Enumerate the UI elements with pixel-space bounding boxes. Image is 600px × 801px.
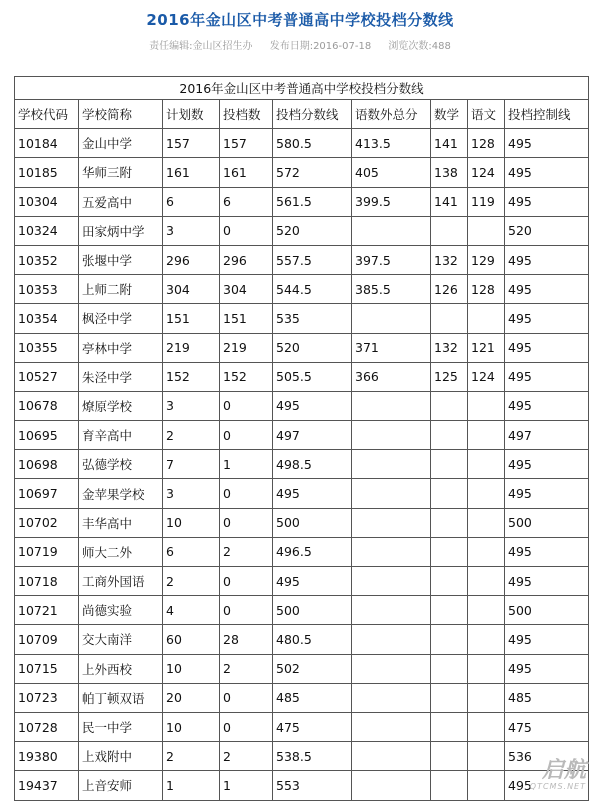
table-cell: 0 xyxy=(220,683,273,712)
table-cell xyxy=(468,421,505,450)
table-cell: 3 xyxy=(163,216,220,245)
column-header: 学校简称 xyxy=(79,100,163,129)
table-row xyxy=(15,771,589,800)
article-header xyxy=(0,0,600,58)
table-cell: 育辛高中 xyxy=(79,421,163,450)
table-cell: 495 xyxy=(505,129,589,158)
table-cell: 296 xyxy=(220,245,273,274)
table-cell: 19380 xyxy=(15,742,79,771)
table-cell: 495 xyxy=(505,187,589,216)
table-cell: 366 xyxy=(352,362,431,391)
table-cell xyxy=(352,771,431,800)
page-title: 2016年金山区中考普通高中学校投档分数线 xyxy=(146,11,454,29)
table-cell: 10723 xyxy=(15,683,79,712)
table-cell: 141 xyxy=(431,129,468,158)
table-cell: 520 xyxy=(505,216,589,245)
table-cell xyxy=(468,742,505,771)
table-cell: 495 xyxy=(505,567,589,596)
table-cell xyxy=(352,479,431,508)
table-cell: 161 xyxy=(163,158,220,187)
table-cell: 华师三附 xyxy=(79,158,163,187)
table-cell: 2 xyxy=(220,537,273,566)
table-row xyxy=(15,712,589,741)
table-cell: 125 xyxy=(431,362,468,391)
table-cell xyxy=(352,421,431,450)
table-cell xyxy=(431,683,468,712)
table-cell: 民一中学 xyxy=(79,712,163,741)
table-cell xyxy=(431,596,468,625)
table-cell: 495 xyxy=(505,158,589,187)
table-cell: 520 xyxy=(273,333,352,362)
table-row xyxy=(15,216,589,245)
table-cell: 495 xyxy=(505,654,589,683)
table-cell xyxy=(431,391,468,420)
table-cell: 亭林中学 xyxy=(79,333,163,362)
table-cell: 0 xyxy=(220,596,273,625)
table-cell: 495 xyxy=(505,275,589,304)
table-cell: 28 xyxy=(220,625,273,654)
view-count: 浏览次数:488 xyxy=(388,41,451,52)
table-cell: 497 xyxy=(505,421,589,450)
table-cell xyxy=(431,537,468,566)
table-cell xyxy=(352,596,431,625)
table-cell: 495 xyxy=(505,537,589,566)
table-cell xyxy=(431,216,468,245)
site-watermark xyxy=(530,760,586,791)
table-cell: 128 xyxy=(468,275,505,304)
column-header: 投档数 xyxy=(220,100,273,129)
table-row xyxy=(15,654,589,683)
watermark-domain: QTCMS.NET xyxy=(529,782,586,791)
table-cell xyxy=(352,537,431,566)
table-cell: 3 xyxy=(163,479,220,508)
table-cell: 399.5 xyxy=(352,187,431,216)
table-row xyxy=(15,187,589,216)
table-cell xyxy=(352,742,431,771)
table-row xyxy=(15,450,589,479)
table-header-row xyxy=(15,100,589,129)
table-cell: 张堰中学 xyxy=(79,245,163,274)
table-cell xyxy=(352,683,431,712)
table-cell xyxy=(431,450,468,479)
table-cell: 219 xyxy=(220,333,273,362)
table-cell xyxy=(352,625,431,654)
table-row xyxy=(15,362,589,391)
column-header: 数学 xyxy=(431,100,468,129)
table-row xyxy=(15,508,589,537)
table-cell xyxy=(352,654,431,683)
table-cell xyxy=(431,508,468,537)
table-cell: 4 xyxy=(163,596,220,625)
table-cell: 10354 xyxy=(15,304,79,333)
table-cell xyxy=(352,712,431,741)
table-cell: 10678 xyxy=(15,391,79,420)
table-cell xyxy=(468,479,505,508)
table-cell: 10718 xyxy=(15,567,79,596)
table-cell: 弘德学校 xyxy=(79,450,163,479)
table-cell xyxy=(468,216,505,245)
table-cell xyxy=(468,508,505,537)
table-cell: 485 xyxy=(273,683,352,712)
table-cell: 520 xyxy=(273,216,352,245)
table-cell: 2 xyxy=(163,421,220,450)
table-cell: 495 xyxy=(273,391,352,420)
table-cell: 金苹果学校 xyxy=(79,479,163,508)
table-cell: 141 xyxy=(431,187,468,216)
table-cell: 495 xyxy=(505,479,589,508)
table-cell: 151 xyxy=(220,304,273,333)
table-cell: 0 xyxy=(220,567,273,596)
table-cell: 413.5 xyxy=(352,129,431,158)
table-cell: 10698 xyxy=(15,450,79,479)
table-cell: 495 xyxy=(505,391,589,420)
table-cell: 0 xyxy=(220,216,273,245)
table-cell: 495 xyxy=(505,245,589,274)
table-cell xyxy=(352,216,431,245)
table-row xyxy=(15,304,589,333)
table-cell: 0 xyxy=(220,479,273,508)
table-row xyxy=(15,742,589,771)
table-cell: 495 xyxy=(505,304,589,333)
table-cell: 397.5 xyxy=(352,245,431,274)
table-cell: 10695 xyxy=(15,421,79,450)
table-cell: 10527 xyxy=(15,362,79,391)
table-cell: 上外西校 xyxy=(79,654,163,683)
score-table-container xyxy=(14,76,588,801)
table-cell: 138 xyxy=(431,158,468,187)
table-cell: 枫泾中学 xyxy=(79,304,163,333)
table-cell: 495 xyxy=(273,479,352,508)
table-cell xyxy=(468,537,505,566)
table-cell xyxy=(431,654,468,683)
table-cell: 上戏附中 xyxy=(79,742,163,771)
table-cell xyxy=(431,304,468,333)
table-cell: 500 xyxy=(273,508,352,537)
table-cell: 帕丁顿双语 xyxy=(79,683,163,712)
table-cell: 1 xyxy=(220,771,273,800)
table-cell: 10728 xyxy=(15,712,79,741)
table-row xyxy=(15,625,589,654)
table-cell: 152 xyxy=(163,362,220,391)
table-cell: 田家炳中学 xyxy=(79,216,163,245)
table-cell: 10352 xyxy=(15,245,79,274)
table-cell: 10697 xyxy=(15,479,79,508)
score-table xyxy=(14,76,589,801)
table-caption: 2016年金山区中考普通高中学校投档分数线 xyxy=(15,77,589,100)
table-cell: 385.5 xyxy=(352,275,431,304)
table-cell: 535 xyxy=(273,304,352,333)
table-cell: 10 xyxy=(163,508,220,537)
watermark-logo: 启航 xyxy=(541,758,586,783)
table-cell: 151 xyxy=(163,304,220,333)
table-cell: 五爱高中 xyxy=(79,187,163,216)
table-cell: 502 xyxy=(273,654,352,683)
editor-label: 责任编辑:金山区招生办 xyxy=(149,41,253,52)
table-cell: 20 xyxy=(163,683,220,712)
table-cell: 10184 xyxy=(15,129,79,158)
table-cell: 304 xyxy=(220,275,273,304)
table-cell: 128 xyxy=(468,129,505,158)
publish-date: 发布日期:2016-07-18 xyxy=(269,41,372,52)
table-cell: 475 xyxy=(273,712,352,741)
table-cell xyxy=(352,508,431,537)
table-cell xyxy=(468,625,505,654)
table-cell xyxy=(352,450,431,479)
table-cell: 10719 xyxy=(15,537,79,566)
table-cell xyxy=(468,567,505,596)
table-cell: 10 xyxy=(163,712,220,741)
table-cell: 1 xyxy=(220,450,273,479)
table-cell: 121 xyxy=(468,333,505,362)
table-cell: 6 xyxy=(220,187,273,216)
article-meta xyxy=(0,36,600,58)
table-cell: 10721 xyxy=(15,596,79,625)
table-row xyxy=(15,567,589,596)
table-cell: 553 xyxy=(273,771,352,800)
table-cell: 495 xyxy=(505,625,589,654)
table-cell: 561.5 xyxy=(273,187,352,216)
table-cell xyxy=(352,304,431,333)
table-cell: 152 xyxy=(220,362,273,391)
table-cell: 219 xyxy=(163,333,220,362)
table-cell: 10 xyxy=(163,654,220,683)
table-cell: 2 xyxy=(163,567,220,596)
table-cell: 485 xyxy=(505,683,589,712)
table-cell: 497 xyxy=(273,421,352,450)
column-header: 语数外总分 xyxy=(352,100,431,129)
table-cell: 157 xyxy=(163,129,220,158)
table-row xyxy=(15,683,589,712)
column-header: 投档分数线 xyxy=(273,100,352,129)
table-cell: 495 xyxy=(505,450,589,479)
table-cell: 495 xyxy=(505,771,589,800)
table-cell: 2 xyxy=(163,742,220,771)
table-cell: 296 xyxy=(163,245,220,274)
table-cell: 500 xyxy=(273,596,352,625)
table-cell xyxy=(431,421,468,450)
table-cell xyxy=(468,391,505,420)
table-cell: 405 xyxy=(352,158,431,187)
table-cell: 538.5 xyxy=(273,742,352,771)
column-header: 计划数 xyxy=(163,100,220,129)
column-header: 语文 xyxy=(468,100,505,129)
table-cell xyxy=(468,771,505,800)
table-cell: 2 xyxy=(220,742,273,771)
table-cell: 10355 xyxy=(15,333,79,362)
table-cell: 10185 xyxy=(15,158,79,187)
table-cell: 129 xyxy=(468,245,505,274)
table-row xyxy=(15,245,589,274)
table-cell: 132 xyxy=(431,245,468,274)
table-cell: 161 xyxy=(220,158,273,187)
table-cell: 7 xyxy=(163,450,220,479)
table-cell xyxy=(468,683,505,712)
table-caption-row xyxy=(15,77,589,100)
table-cell xyxy=(468,712,505,741)
table-cell: 0 xyxy=(220,391,273,420)
table-cell: 126 xyxy=(431,275,468,304)
table-cell: 6 xyxy=(163,187,220,216)
table-cell: 1 xyxy=(163,771,220,800)
table-cell: 10715 xyxy=(15,654,79,683)
table-cell: 544.5 xyxy=(273,275,352,304)
table-cell: 10353 xyxy=(15,275,79,304)
table-cell: 580.5 xyxy=(273,129,352,158)
table-cell xyxy=(431,742,468,771)
table-cell: 60 xyxy=(163,625,220,654)
table-cell: 480.5 xyxy=(273,625,352,654)
table-row xyxy=(15,537,589,566)
table-cell: 10709 xyxy=(15,625,79,654)
table-cell: 495 xyxy=(273,567,352,596)
table-cell: 尚德实验 xyxy=(79,596,163,625)
table-cell xyxy=(431,712,468,741)
table-cell: 572 xyxy=(273,158,352,187)
table-cell: 10304 xyxy=(15,187,79,216)
table-cell: 500 xyxy=(505,508,589,537)
table-cell: 505.5 xyxy=(273,362,352,391)
table-cell xyxy=(431,479,468,508)
table-cell: 上师二附 xyxy=(79,275,163,304)
table-cell: 19437 xyxy=(15,771,79,800)
table-cell: 304 xyxy=(163,275,220,304)
table-cell: 上音安师 xyxy=(79,771,163,800)
table-cell: 124 xyxy=(468,362,505,391)
table-cell: 朱泾中学 xyxy=(79,362,163,391)
table-cell: 371 xyxy=(352,333,431,362)
table-cell: 119 xyxy=(468,187,505,216)
table-cell: 6 xyxy=(163,537,220,566)
table-cell xyxy=(352,391,431,420)
table-cell: 交大南洋 xyxy=(79,625,163,654)
table-cell xyxy=(431,625,468,654)
table-cell: 132 xyxy=(431,333,468,362)
table-row xyxy=(15,479,589,508)
table-cell: 557.5 xyxy=(273,245,352,274)
table-cell: 0 xyxy=(220,508,273,537)
table-cell: 157 xyxy=(220,129,273,158)
table-cell: 496.5 xyxy=(273,537,352,566)
table-cell: 丰华高中 xyxy=(79,508,163,537)
table-cell: 3 xyxy=(163,391,220,420)
table-cell xyxy=(468,654,505,683)
table-body xyxy=(15,129,589,800)
table-cell xyxy=(468,450,505,479)
table-cell: 495 xyxy=(505,362,589,391)
table-cell xyxy=(431,567,468,596)
table-row xyxy=(15,333,589,362)
table-cell xyxy=(468,304,505,333)
table-cell: 10702 xyxy=(15,508,79,537)
table-cell: 498.5 xyxy=(273,450,352,479)
table-cell: 475 xyxy=(505,712,589,741)
table-cell: 燎原学校 xyxy=(79,391,163,420)
column-header: 学校代码 xyxy=(15,100,79,129)
table-cell: 2 xyxy=(220,654,273,683)
table-cell xyxy=(468,596,505,625)
table-cell: 0 xyxy=(220,712,273,741)
table-cell: 工商外国语 xyxy=(79,567,163,596)
table-row xyxy=(15,421,589,450)
table-cell xyxy=(352,567,431,596)
table-cell: 536 xyxy=(505,742,589,771)
table-cell: 10324 xyxy=(15,216,79,245)
table-row xyxy=(15,391,589,420)
table-row xyxy=(15,158,589,187)
table-cell: 师大二外 xyxy=(79,537,163,566)
table-cell: 500 xyxy=(505,596,589,625)
table-row xyxy=(15,275,589,304)
table-row xyxy=(15,129,589,158)
column-header: 投档控制线 xyxy=(505,100,589,129)
table-cell: 金山中学 xyxy=(79,129,163,158)
table-cell: 124 xyxy=(468,158,505,187)
table-cell: 495 xyxy=(505,333,589,362)
table-cell xyxy=(431,771,468,800)
table-row xyxy=(15,596,589,625)
table-cell: 0 xyxy=(220,421,273,450)
